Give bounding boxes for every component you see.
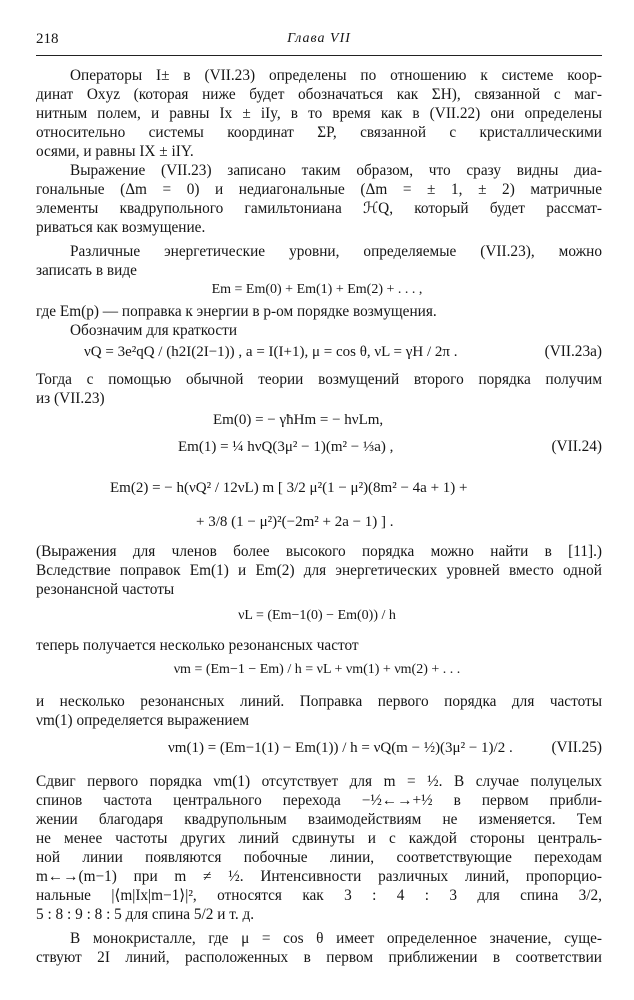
text-line: теперь получается несколько резонансных частот — [36, 637, 359, 654]
page-header — [36, 31, 602, 53]
equation-number: (VII.24) — [551, 438, 602, 455]
text-line: резонансной частоты — [36, 581, 175, 598]
text-line: Различные энергетические уровни, определяемые (VII.23), можно — [70, 243, 602, 260]
equation-zeroth-order: Em(0) = − γħHm = − hνLm, — [213, 412, 384, 428]
text-line: Тогда с помощью обычной теории возмущений второго порядка получим — [36, 371, 602, 388]
equation-definitions: νQ = 3e²qQ / (h2I(2I−1)) , a = I(I+1), μ = cos θ, νL = γH / 2π . — [84, 344, 458, 360]
text-line: Выражение (VII.23) записано таким образом, что сразу видны диа- — [70, 162, 602, 179]
text-line: из (VII.23) — [36, 390, 105, 407]
text-line: записать в виде — [36, 262, 137, 279]
text-line: спинов частота центрального перехода −½←→+½ в первом прибли- — [36, 792, 602, 809]
text-line: нальные |⟨m|Ix|m−1⟩|², относятся как 3 : 4 : 3 для спина 3/2, — [36, 887, 602, 904]
text-line: Вследствие поправок Em(1) и Em(2) для энергетических уровней вместо одной — [36, 562, 602, 579]
equation-larmor-frequency: νL = (Em−1(0) − Em(0)) / h — [238, 608, 396, 623]
text-line: Сдвиг первого порядка νm(1) отсутствует для m = ½. В случае полуцелых — [36, 773, 602, 790]
text-line: относительно системы координат ΣP, связанной с кристаллическими — [36, 124, 602, 141]
text-line: нитным полем, и равны Ix ± iIy, в то время как в (VII.22) они определены — [36, 105, 602, 122]
header-rule — [36, 55, 602, 56]
text-line: m←→(m−1) при m ≠ ½. Интенсивности различных линий, пропорцио- — [36, 868, 602, 885]
text-line: жении благодаря квадрупольным взаимодействиям не изменяется. Тем — [36, 811, 602, 828]
text-line: динат Oxyz (которая ниже будет обозначаться как ΣH), связанной с маг- — [36, 86, 602, 103]
text-line: Операторы I± в (VII.23) определены по отношению к системе коор- — [70, 67, 602, 84]
page-number: 218 — [36, 31, 59, 47]
equation-resonance-frequencies: νm = (Em−1 − Em) / h = νL + νm(1) + νm(2) + . . . — [173, 662, 461, 677]
text-line: риваться как возмущение. — [36, 219, 206, 236]
equation-second-order: Em(2) = − h(νQ² / 12νL) m [ 3/2 μ²(1 − μ²)(8m² − 4a + 1) + — [110, 480, 468, 496]
text-line: элементы квадрупольного гамильтониана ℋQ, который будет рассмат- — [36, 200, 602, 217]
text-line: осями, и равны IX ± iIY. — [36, 143, 194, 160]
equation-second-order-cont: + 3/8 (1 − μ²)²(−2m² + 2a − 1) ] . — [196, 514, 394, 530]
equation-number: (VII.23a) — [544, 343, 602, 360]
text-line: ствуют 2I линий, расположенных в первом приближении в соответствии — [36, 949, 602, 966]
text-line: ной линии появляются побочные линии, соответствующие переходам — [36, 849, 602, 866]
equation-number: (VII.25) — [551, 739, 602, 756]
equation-first-order-shift: νm(1) = (Em−1(1) − Em(1)) / h = νQ(m − ½)(3μ² − 1)/2 . — [168, 740, 513, 756]
text-line: (Выражения для членов более высокого порядка можно найти в [11].) — [36, 543, 602, 560]
text-line: νm(1) определяется выражением — [36, 712, 250, 729]
text-line: В монокристалле, где μ = cos θ имеет определенное значение, суще- — [70, 930, 602, 947]
equation-first-order: Em(1) = ¼ hνQ(3μ² − 1)(m² − ⅓a) , — [178, 439, 394, 455]
equation-energy-expansion: Em = Em(0) + Em(1) + Em(2) + . . . , — [211, 282, 423, 297]
text-line: 5 : 8 : 9 : 8 : 5 для спина 5/2 и т. д. — [36, 906, 255, 923]
text-line: и несколько резонансных линий. Поправка первого порядка для частоты — [36, 693, 602, 710]
text-line: где Em(p) — поправка к энергии в p-ом порядке возмущения. — [36, 303, 437, 320]
text-line: гональные (Δm = 0) и недиагональные (Δm = ± 1, ± 2) матричные — [36, 181, 602, 198]
chapter-title: Глава VII — [287, 31, 351, 46]
text-line: Обозначим для краткости — [70, 322, 238, 339]
text-line: не менее частоты других линий сдвинуты и с каждой стороны централь- — [36, 830, 602, 847]
